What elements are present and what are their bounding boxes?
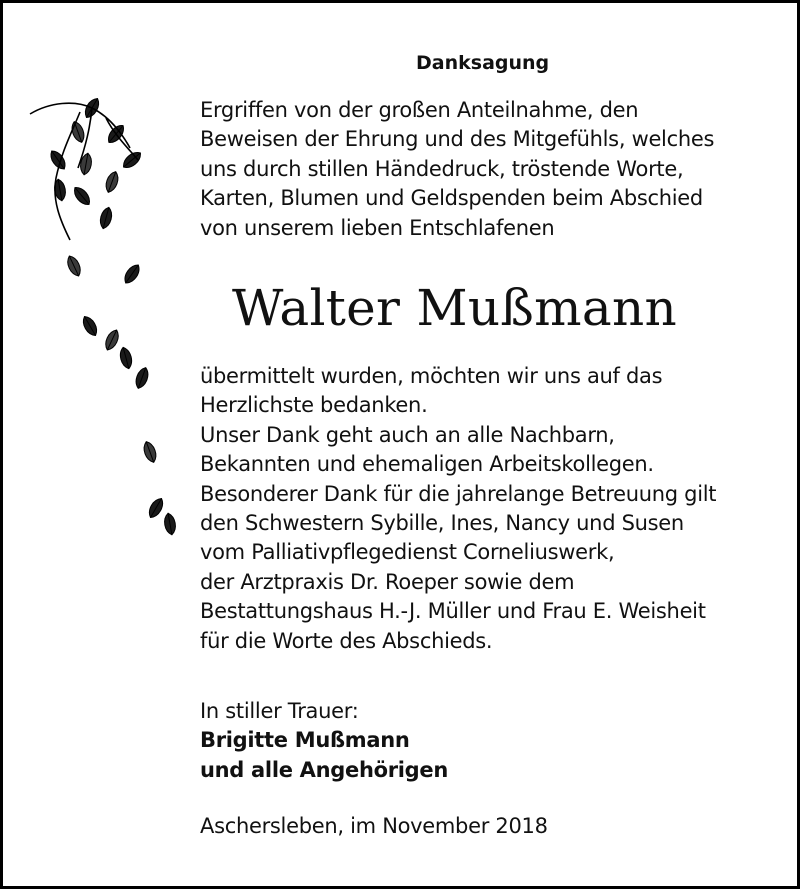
leaf-icon — [79, 152, 93, 175]
leaf-icon — [65, 254, 84, 278]
leaf-icon — [141, 440, 158, 464]
leaf-icon — [146, 496, 166, 520]
text-line: übermittelt wurden, möchten wir uns auf das — [200, 364, 663, 388]
leaf-icon — [80, 314, 100, 338]
leaf-icon — [103, 328, 122, 352]
leaf-icon — [163, 512, 177, 535]
body-paragraph — [200, 362, 716, 656]
mourner-name: und alle Angehörigen — [200, 757, 448, 782]
intro-paragraph — [200, 96, 714, 243]
leaf-icon — [103, 170, 120, 194]
text-line: Ergriffen von der großen Anteilnahme, den — [200, 98, 639, 122]
text-line: Bekannten und ehemaligen Arbeitskollegen. — [200, 452, 654, 477]
text-line: vom Palliativpflegedienst Corneliuswerk, — [200, 540, 615, 565]
text-line: den Schwestern Sybille, Ines, Nancy und Susen — [200, 511, 684, 536]
text-line: Bestattungshaus H.-J. Müller und Frau E. Weisheit — [200, 599, 706, 624]
text-line: Karten, Blumen und Geldspenden beim Abschied — [200, 186, 703, 211]
leaf-icon — [71, 184, 93, 208]
text-line: von unserem lieben Entschlafenen — [200, 215, 555, 240]
text-line: Unser Dank geht auch an alle Nachbarn, — [200, 422, 615, 447]
leaf-icon — [133, 366, 150, 390]
heading: Danksagung — [416, 52, 550, 74]
text-line: Besonderer Dank für die jahrelange Betreuung gilt — [200, 481, 717, 506]
leaf-icon — [121, 262, 142, 286]
text-line: Beweisen der Ehrung und des Mitgefühls, welches — [200, 127, 715, 152]
mourning-block — [200, 697, 448, 785]
text-line: für die Worte des Abschieds. — [200, 628, 493, 653]
mourning-label: In stiller Trauer: — [200, 699, 359, 723]
leaf-icon — [98, 206, 114, 230]
text-line: Herzlichste bedanken. — [200, 393, 428, 418]
leaf-icon — [118, 346, 134, 370]
mourner-name: Brigitte Mußmann — [200, 728, 410, 753]
falling-leaves-icon — [20, 90, 210, 560]
place-date: Aschersleben, im November 2018 — [200, 814, 548, 838]
deceased-name: Walter Mußmann — [232, 279, 677, 337]
text-line: uns durch stillen Händedruck, tröstende Worte, — [200, 156, 684, 181]
text-line: der Arztpraxis Dr. Roeper sowie dem — [200, 569, 575, 594]
